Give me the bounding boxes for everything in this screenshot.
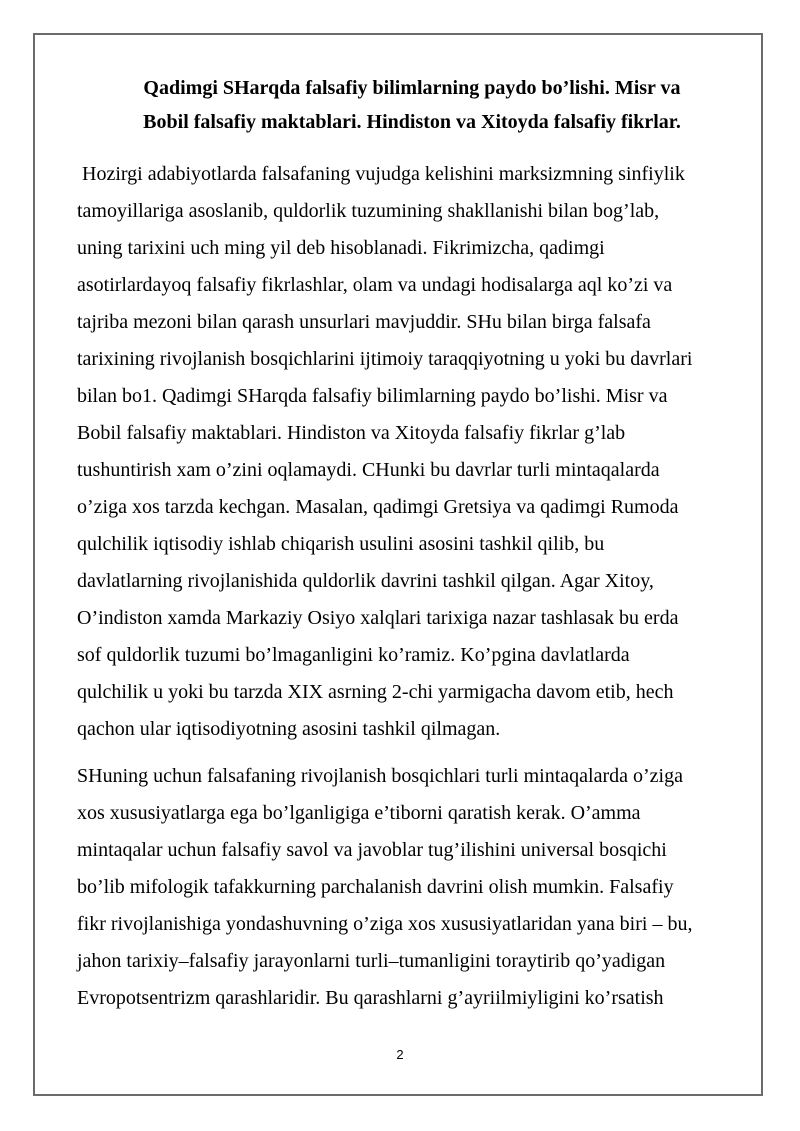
text-line: SHuning uchun falsafaning rivojlanish bosqichlari turli mintaqalarda o’ziga [77, 765, 683, 787]
text-line: sof quldorlik tuzumi bo’lmaganligini ko’ramiz. Ko’pgina davlatlarda [77, 644, 630, 666]
text-line: davlatlarning rivojlanishida quldorlik davrini tashkil qilgan. Agar Xitoy, [77, 570, 654, 592]
page-number: 2 [396, 1047, 404, 1062]
text-line: bilan bo1. Qadimgi SHarqda falsafiy bilimlarning paydo bo’lishi. Misr va [77, 385, 668, 407]
text-line: Evropotsentrizm qarashlaridir. Bu qarashlarni g’ayriilmiyligini ko’rsatish [77, 987, 664, 1009]
text-line: bo’lib mifologik tafakkurning parchalanish davrini olish mumkin. Falsafiy [77, 876, 674, 898]
text-line: xos xususiyatlarga ega bo’lganligiga e’tiborni qaratish kerak. O’amma [77, 802, 641, 824]
title-line-1: Qadimgi SHarqda falsafiy bilimlarning paydo bo’lishi. Misr va [143, 77, 681, 99]
text-line: Hozirgi adabiyotlarda falsafaning vujudga kelishini marksizmning sinfiylik [77, 163, 685, 185]
page-title [80, 71, 744, 139]
text-line: jahon tarixiy–falsafiy jarayonlarni turli–tumanligini toraytirib qo’yadigan [77, 950, 666, 972]
document-body [77, 156, 744, 1027]
text-line: tamoyillariga asoslanib, quldorlik tuzumining shakllanishi bilan bog’lab, [77, 200, 660, 222]
text-line: qulchilik iqtisodiy ishlab chiqarish usulini asosini tashkil qilib, bu [77, 533, 605, 555]
text-line: tushuntirish xam o’zini oqlamaydi. CHunki bu davrlar turli mintaqalarda [77, 459, 660, 481]
text-line: qulchilik u yoki bu tarzda XIX asrning 2-chi yarmigacha davom etib, hech [77, 681, 674, 703]
text-line: tarixining rivojlanish bosqichlarini ijtimoiy taraqqiyotning u yoki bu davrlari [77, 348, 693, 370]
text-line: o’ziga xos tarzda kechgan. Masalan, qadimgi Gretsiya va qadimgi Rumoda [77, 496, 679, 518]
title-line-2: Bobil falsafiy maktablari. Hindiston va Xitoyda falsafiy fikrlar. [143, 111, 681, 133]
text-line: Bobil falsafiy maktablari. Hindiston va Xitoyda falsafiy fikrlar g’lab [77, 422, 626, 444]
text-line: fikr rivojlanishiga yondashuvning o’ziga xos xususiyatlaridan yana biri – bu, [77, 913, 693, 935]
paragraph-2 [77, 758, 744, 1017]
text-line: mintaqalar uchun falsafiy savol va javoblar tug’ilishini universal bosqichi [77, 839, 667, 861]
text-line: O’indiston xamda Markaziy Osiyo xalqlari tarixiga nazar tashlasak bu erda [77, 607, 679, 629]
text-line: qachon ular iqtisodiyotning asosini tashkil qilmagan. [77, 718, 501, 740]
paragraph-1 [77, 156, 744, 748]
text-line: uning tarixini uch ming yil deb hisoblanadi. Fikrimizcha, qadimgi [77, 237, 605, 259]
text-line: tajriba mezoni bilan qarash unsurlari mavjuddir. SHu bilan birga falsafa [77, 311, 651, 333]
text-line: asotirlardayoq falsafiy fikrlashlar, olam va undagi hodisalarga aql ko’zi va [77, 274, 673, 296]
